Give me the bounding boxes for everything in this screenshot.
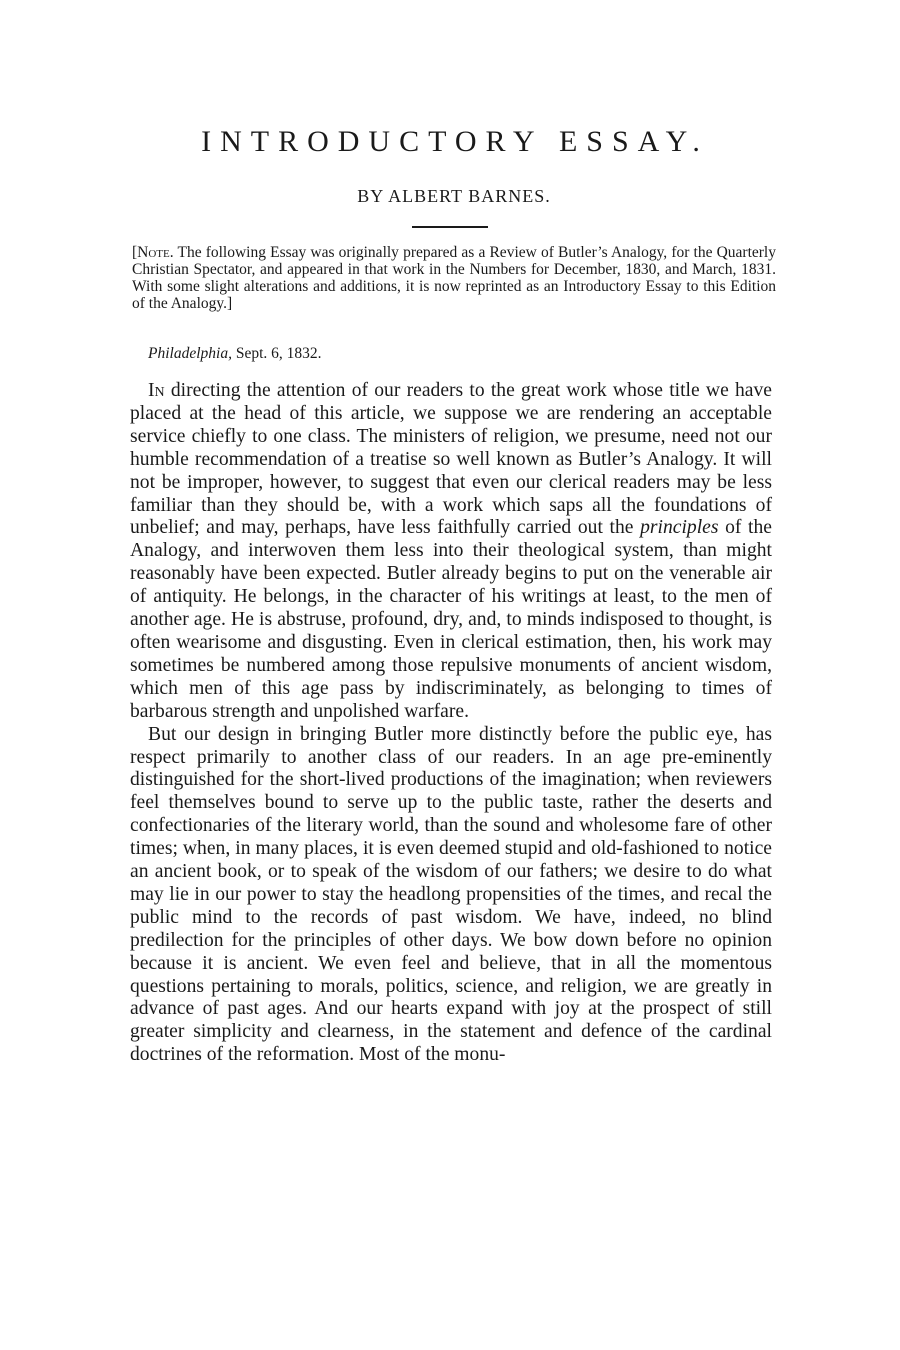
note-place: Philadelphia,	[148, 345, 232, 362]
essay-title: INTRODUCTORY ESSAY.	[201, 125, 709, 158]
essay-body	[130, 380, 772, 1067]
editorial-note	[132, 244, 776, 312]
title-divider	[412, 226, 488, 228]
note-signature	[148, 345, 322, 363]
paragraph-2: But our design in bringing Butler more distinctly before the public eye, has respect primarily to another class of our readers. In an age pre-eminently distinguished for the short-lived productions of the imagination; when reviewers feel themselves bound to serve up to the public taste, rather the deserts and confectionaries of the literary world, than the sound and wholesome fare of other times; when, in many places, it is even deemed stupid and old-fashioned to notice an ancient book, or to speak of the wisdom of our fathers; we desire to do what may lie in our power to stay the headlong propensities of the times, and recal the public mind to the records of past wisdom. We have, indeed, no blind predilection for the principles of other days. We bow down before no opinion because it is ancient. We even feel and believe, that in all the momentous questions pertaining to morals, politics, science, and religion, we are greatly in advance of past ages. And our hearts expand with joy at the prospect of still greater simplicity and clearness, in the statement and defence of the cardinal doctrines of the reformation. Most of the monu-	[130, 723, 772, 1066]
paragraph-1-emphasis: principles	[640, 517, 719, 539]
paragraph-1-text-b: of the Analogy, and interwoven them less into their theological system, than might reasonably have been expected. Butler already begins to put on the venerable air of antiquity. He belongs, in the character of his writings at least, to the men of another age. He is abstruse, profound, dry, and, to minds indisposed to thought, is often wearisome and disgusting. Even in clerical estimation, then, his work may sometimes be numbered among those repulsive monuments of ancient wisdom, which men of this age pass by indiscriminately, as belonging to times of barbarous strength and unpolished warfare.	[130, 517, 772, 722]
paragraph-1-text-a: directing the attention of our readers to the great work whose title we have placed at the head of this article, we suppose we are rendering an acceptable service chiefly to one class. The ministers of religion, we presume, need not our humble recommendation of a treatise so well known as Butler’s Analogy. It will not be improper, however, to suggest that even our clerical readers may be less familiar than they should be, with a work which saps all the foundations of unbelief; and may, perhaps, have less faithfully carried out the	[130, 380, 772, 539]
note-text: The following Essay was originally prepared as a Review of Butler’s Analogy, for the Quarterly Christian Spectator, and appeared in that work in the Numbers for December, 1830, and March, 1831. With some slight alterations and additions, it is now reprinted as an Introductory Essay to this Edition of the Analogy.]	[132, 244, 776, 312]
note-lead: [Note.	[132, 244, 174, 261]
paragraph-1	[130, 380, 772, 724]
note-date: Sept. 6, 1832.	[231, 345, 322, 362]
paragraph-1-lead: In	[148, 380, 165, 401]
author-byline: BY ALBERT BARNES.	[357, 186, 551, 206]
